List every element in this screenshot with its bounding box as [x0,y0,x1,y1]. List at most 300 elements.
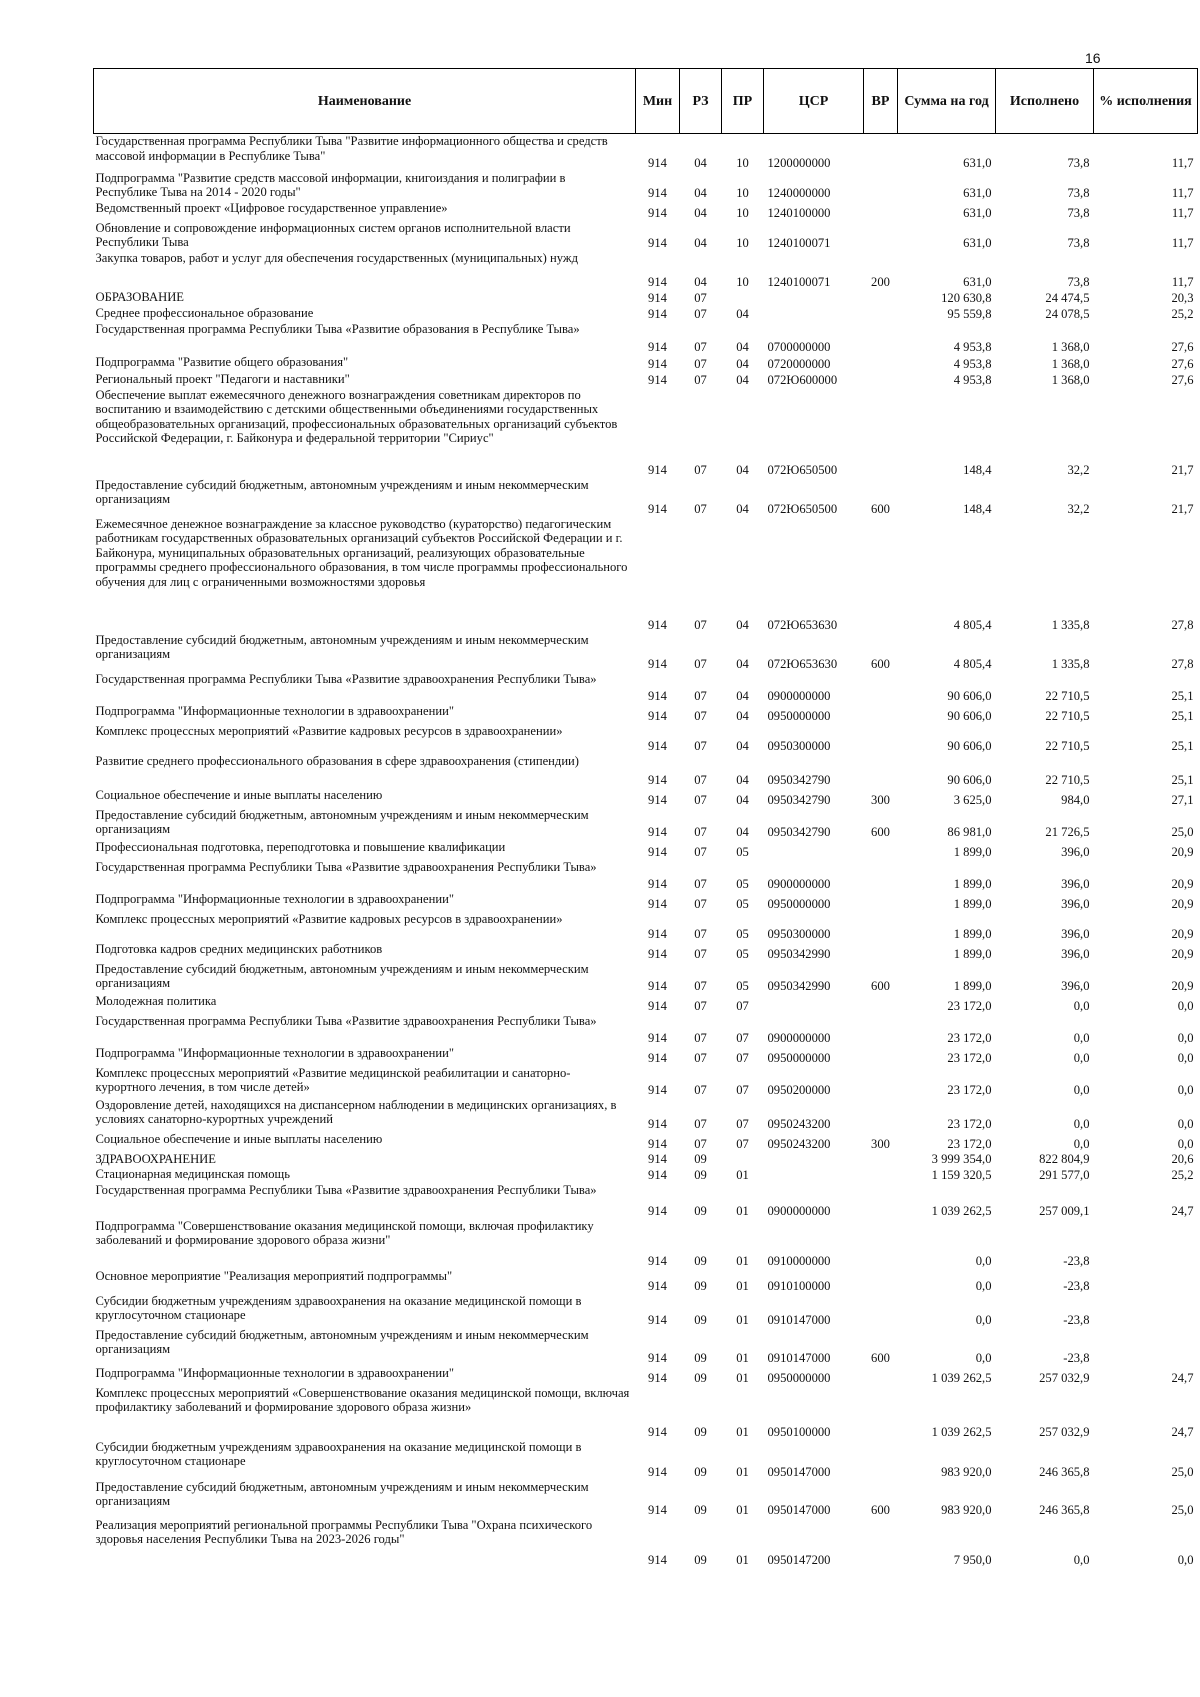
cell-name: Среднее профессиональное образование [95,305,314,320]
cell-csr: 0900000000 [767,1031,831,1045]
cell-name: ОБРАЗОВАНИЕ [95,289,184,304]
cell-rz: 07 [694,1137,707,1151]
cell-csr [764,1167,864,1183]
cell-done: 396,0 [1061,979,1090,993]
cell-vr [864,1440,898,1480]
table-row [94,1518,1198,1568]
cell-name: Комплекс процессных мероприятий «Развитие кадровых ресурсов в здравоохранении» [95,911,563,926]
cell-min: 914 [648,502,667,516]
cell-done: 32,2 [1067,502,1090,516]
cell-min: 914 [648,709,667,723]
cell-name: Комплекс процессных мероприятий «Совершенствование оказания медицинской помощи, включая профилактику заболеваний и формирование здорового образа жизни» [95,1385,630,1414]
cell-csr: 0950243200 [767,1117,831,1131]
cell-min: 914 [648,1313,667,1327]
cell-min: 914 [648,897,667,911]
cell-sum: 631,0 [963,206,992,220]
cell-vr [864,201,898,221]
cell-sum: 631,0 [963,186,992,200]
cell-pct: 27,6 [1171,373,1194,387]
cell-csr: 072Ю600000 [767,373,838,387]
cell-vr [864,306,898,322]
cell-pr: 01 [736,1371,749,1385]
cell-name: Закупка товаров, работ и услуг для обеспечения государственных (муниципальных) нужд [95,250,578,265]
cell-done: 24 078,5 [1045,307,1090,321]
cell-pct: 21,7 [1171,463,1194,477]
cell-pr: 07 [736,1083,749,1097]
cell-vr [864,1152,898,1167]
cell-pct: 20,9 [1171,845,1194,859]
cell-min: 914 [648,1168,667,1182]
cell-sum: 1 159 320,5 [931,1168,992,1182]
cell-vr [864,1366,898,1386]
cell-pr: 10 [736,236,749,250]
table-row [94,942,1198,962]
cell-csr [764,840,864,860]
table-row [94,355,1198,372]
cell-done: 32,2 [1067,463,1090,477]
cell-sum: 4 805,4 [953,657,992,671]
cell-rz: 07 [694,825,707,839]
cell-name: Предоставление субсидий бюджетным, автономным учреждениям и иным некоммерческим организациям [95,632,589,661]
cell-pct: 27,8 [1171,657,1194,671]
cell-pct: 27,8 [1171,618,1194,632]
cell-done: 984,0 [1061,793,1090,807]
cell-name: Обновление и сопровождение информационных систем органов исполнительной власти Республики Тыва [95,220,571,249]
cell-vr [864,134,898,171]
cell-rz: 07 [694,793,707,807]
cell-sum: 90 606,0 [947,689,992,703]
cell-sum: 23 172,0 [947,1083,992,1097]
page-number: 16 [1085,50,1101,66]
table-row [94,962,1198,994]
cell-pct: 20,9 [1171,927,1194,941]
table-row [94,1440,1198,1480]
cell-vr [864,754,898,788]
cell-done: 396,0 [1061,947,1090,961]
cell-pct: 11,7 [1171,156,1194,170]
cell-rz: 07 [694,307,707,321]
cell-csr: 0950300000 [767,927,831,941]
cell-pr [722,1152,764,1167]
table-row [94,1328,1198,1366]
cell-min: 914 [648,340,667,354]
table-row [94,1294,1198,1328]
cell-pct: 21,7 [1171,502,1194,516]
cell-vr [864,1098,898,1132]
cell-pct: 24,7 [1171,1425,1194,1439]
cell-vr [864,1518,898,1568]
cell-name: Государственная программа Республики Тыва «Развитие здравоохранения Республики Тыва» [95,1182,597,1197]
cell-name: Социальное обеспечение и иные выплаты населению [95,1131,383,1146]
cell-sum: 23 172,0 [947,1137,992,1151]
cell-vr: 200 [871,275,890,289]
cell-done: 22 710,5 [1045,689,1090,703]
cell-vr [864,517,898,633]
cell-sum: 0,0 [975,1254,992,1268]
cell-sum: 983 920,0 [941,1465,992,1479]
cell-pr: 04 [736,340,749,354]
cell-csr: 0950243200 [767,1137,831,1151]
cell-vr [864,1294,898,1328]
cell-pr: 01 [736,1254,749,1268]
cell-sum: 1 039 262,5 [931,1371,992,1385]
table-row [94,517,1198,633]
table-row [94,306,1198,322]
cell-csr: 0950000000 [767,1051,831,1065]
cell-csr: 0950342790 [767,793,831,807]
cell-vr [864,372,898,388]
cell-pr: 01 [736,1553,749,1567]
cell-csr: 0950147200 [767,1553,831,1567]
cell-csr: 0900000000 [767,1204,831,1218]
table-row [94,1046,1198,1066]
table-row [94,994,1198,1014]
cell-done: 22 710,5 [1045,773,1090,787]
cell-done: 246 365,8 [1039,1503,1090,1517]
cell-name: Предоставление субсидий бюджетным, автономным учреждениям и иным некоммерческим организациям [95,961,589,990]
cell-vr [864,892,898,912]
cell-done: 1 368,0 [1051,357,1090,371]
table-row [94,134,1198,171]
cell-rz: 07 [694,463,707,477]
cell-vr [864,1066,898,1098]
cell-vr [864,171,898,201]
cell-pr: 04 [736,739,749,753]
cell-name: Основное мероприятие "Реализация мероприятий подпрограммы" [95,1268,453,1283]
cell-pct: 0,0 [1177,1083,1194,1097]
cell-vr [864,1046,898,1066]
cell-rz: 07 [694,897,707,911]
cell-vr: 600 [871,1503,890,1517]
table-row [94,1066,1198,1098]
cell-min: 914 [648,1465,667,1479]
cell-sum: 120 630,8 [941,291,992,305]
cell-vr [864,840,898,860]
cell-name: Подпрограмма "Информационные технологии в здравоохранении" [95,1045,454,1060]
cell-done: 0,0 [1073,999,1090,1013]
cell-min: 914 [648,927,667,941]
cell-pr: 01 [736,1168,749,1182]
cell-done: 822 804,9 [1039,1152,1090,1166]
cell-min: 914 [648,206,667,220]
cell-done: 73,8 [1067,206,1090,220]
header-vr: ВР [864,69,898,134]
cell-vr [864,355,898,372]
cell-name: Социальное обеспечение и иные выплаты населению [95,787,383,802]
cell-done: 21 726,5 [1045,825,1090,839]
cell-pr: 05 [736,927,749,941]
cell-pct: 0,0 [1177,999,1194,1013]
cell-min: 914 [648,657,667,671]
table-row [94,912,1198,942]
cell-csr: 0950342990 [767,947,831,961]
table-row [94,1366,1198,1386]
cell-pr: 07 [736,1031,749,1045]
cell-vr: 600 [871,825,890,839]
cell-vr [864,290,898,306]
cell-name: Подпрограмма "Развитие общего образования" [95,354,349,369]
cell-csr: 0900000000 [767,689,831,703]
table-body [94,134,1198,1568]
cell-min: 914 [648,1051,667,1065]
cell-min: 914 [648,1117,667,1131]
cell-done: 73,8 [1067,275,1090,289]
cell-rz: 07 [694,947,707,961]
cell-csr: 0950342790 [767,773,831,787]
cell-min: 914 [648,1425,667,1439]
cell-min: 914 [648,1503,667,1517]
cell-pr: 04 [736,657,749,671]
cell-pr: 04 [736,373,749,387]
cell-pr: 04 [736,463,749,477]
cell-pct [1094,1269,1198,1294]
cell-min: 914 [648,291,667,305]
cell-name: Подпрограмма "Развитие средств массовой информации, книгоиздания и полиграфии в Республике Тыва на 2014 - 2020 годы" [95,170,566,199]
cell-rz: 09 [694,1313,707,1327]
header-min: Мин [636,69,680,134]
table-row [94,171,1198,201]
cell-csr: 1200000000 [767,156,831,170]
cell-vr: 600 [871,657,890,671]
cell-csr: 0950342990 [767,979,831,993]
table-row [94,1167,1198,1183]
cell-rz: 07 [694,1117,707,1131]
cell-min: 914 [648,1279,667,1293]
cell-pct: 20,9 [1171,897,1194,911]
cell-done: 396,0 [1061,877,1090,891]
cell-sum: 631,0 [963,275,992,289]
table-row [94,724,1198,754]
cell-pr: 04 [736,825,749,839]
cell-pct: 25,2 [1171,307,1194,321]
cell-min: 914 [648,1351,667,1365]
cell-pct: 24,7 [1171,1371,1194,1385]
cell-rz: 07 [694,657,707,671]
cell-min: 914 [648,156,667,170]
cell-rz: 07 [694,709,707,723]
cell-pr: 05 [736,947,749,961]
cell-csr: 0700000000 [767,340,831,354]
cell-csr: 0910147000 [767,1351,831,1365]
cell-sum: 1 899,0 [953,979,992,993]
cell-done: 0,0 [1073,1117,1090,1131]
cell-pct [1094,1294,1198,1328]
cell-pr: 04 [736,357,749,371]
cell-sum: 1 899,0 [953,947,992,961]
header-sum: Сумма на год [898,69,996,134]
cell-vr [864,724,898,754]
cell-min: 914 [648,825,667,839]
cell-pct: 25,2 [1171,1168,1194,1182]
cell-min: 914 [648,1254,667,1268]
cell-csr: 0900000000 [767,877,831,891]
cell-rz: 09 [694,1425,707,1439]
table-row [94,892,1198,912]
cell-pr: 10 [736,206,749,220]
table-row [94,788,1198,808]
table-row [94,1014,1198,1046]
cell-done: 257 032,9 [1039,1371,1090,1385]
cell-rz: 07 [694,357,707,371]
cell-min: 914 [648,877,667,891]
cell-done: -23,8 [1063,1351,1090,1365]
table-row [94,860,1198,892]
cell-rz: 07 [694,979,707,993]
cell-pr: 01 [736,1204,749,1218]
cell-done: -23,8 [1063,1254,1090,1268]
cell-pct: 27,1 [1171,793,1194,807]
cell-done: 1 368,0 [1051,340,1090,354]
cell-sum: 0,0 [975,1351,992,1365]
cell-csr [764,1152,864,1167]
cell-pr: 01 [736,1465,749,1479]
cell-pr: 04 [736,793,749,807]
table-row [94,1386,1198,1440]
cell-csr: 0950200000 [767,1083,831,1097]
cell-name: Субсидии бюджетным учреждениям здравоохранения на оказание медицинской помощи в круглосуточном стационаре [95,1439,582,1468]
cell-pct: 0,0 [1177,1051,1194,1065]
cell-vr: 600 [871,979,890,993]
table-row [94,840,1198,860]
cell-rz: 09 [694,1465,707,1479]
cell-sum: 95 559,8 [947,307,992,321]
cell-pr: 04 [736,773,749,787]
cell-sum: 148,4 [963,502,992,516]
cell-name: Субсидии бюджетным учреждениям здравоохранения на оказание медицинской помощи в круглосуточном стационаре [95,1293,582,1322]
cell-vr: 300 [871,1137,890,1151]
cell-rz: 07 [694,502,707,516]
cell-pct: 20,3 [1171,291,1194,305]
cell-done: 291 577,0 [1039,1168,1090,1182]
cell-min: 914 [648,618,667,632]
cell-pr: 01 [736,1425,749,1439]
cell-pct: 11,7 [1171,275,1194,289]
cell-rz: 09 [694,1204,707,1218]
budget-table [93,68,1198,1568]
cell-rz: 04 [694,236,707,250]
cell-name: Предоставление субсидий бюджетным, автономным учреждениям и иным некоммерческим организациям [95,807,589,836]
cell-done: 0,0 [1073,1051,1090,1065]
cell-name: Оздоровление детей, находящихся на диспансерном наблюдении в медицинских организациях, в условиях санаторно-курортных учреждений [95,1097,617,1126]
cell-pr: 04 [736,618,749,632]
cell-vr [864,388,898,478]
cell-pct: 25,0 [1171,1465,1194,1479]
cell-rz: 09 [694,1503,707,1517]
cell-name: Подпрограмма "Информационные технологии в здравоохранении" [95,703,454,718]
header-rz: РЗ [680,69,722,134]
cell-name: Государственная программа Республики Тыва «Развитие образования в Республике Тыва» [95,321,580,336]
cell-pr: 05 [736,845,749,859]
cell-name: Ежемесячное денежное вознаграждение за классное руководство (кураторство) педагогическим работникам государственных образовательных организаций субъектов Российской Федерации и г. Байконура, муниципальных образовательных организаций, реализующих образовательные программы среднего профессионального образования, в том числе программы профессионального обучения для лиц с ограниченными возможностями здоровья [95,516,628,589]
cell-name: Государственная программа Республики Тыва «Развитие здравоохранения Республики Тыва» [95,1013,597,1028]
cell-done: 24 474,5 [1045,291,1090,305]
cell-csr: 0910000000 [767,1254,831,1268]
budget-table-container [93,68,1197,1568]
cell-vr: 300 [871,793,890,807]
cell-rz: 07 [694,618,707,632]
cell-pct: 0,0 [1177,1553,1194,1567]
cell-csr: 072Ю650500 [767,463,838,477]
table-header [94,69,1198,134]
cell-csr: 0910147000 [767,1313,831,1327]
cell-csr: 0950147000 [767,1465,831,1479]
cell-vr [864,1386,898,1440]
cell-csr: 0950000000 [767,1371,831,1385]
cell-csr: 0950100000 [767,1425,831,1439]
cell-done: 1 368,0 [1051,373,1090,387]
cell-rz: 07 [694,1051,707,1065]
cell-min: 914 [648,1553,667,1567]
cell-sum: 1 039 262,5 [931,1204,992,1218]
table-row [94,372,1198,388]
table-row [94,221,1198,251]
cell-pr: 10 [736,156,749,170]
cell-rz: 07 [694,999,707,1013]
header-pr: ПР [722,69,764,134]
cell-sum: 3 999 354,0 [931,1152,992,1166]
cell-rz: 04 [694,275,707,289]
cell-csr: 0720000000 [767,357,831,371]
cell-rz: 04 [694,206,707,220]
cell-vr [864,1183,898,1219]
cell-csr: 1240100071 [767,236,831,250]
table-row [94,322,1198,355]
cell-pr: 01 [736,1503,749,1517]
cell-vr: 600 [871,502,890,516]
cell-rz: 07 [694,773,707,787]
cell-min: 914 [648,463,667,477]
cell-pct: 20,9 [1171,877,1194,891]
cell-sum: 1 899,0 [953,877,992,891]
cell-pct: 0,0 [1177,1117,1194,1131]
cell-pr: 01 [736,1313,749,1327]
cell-min: 914 [648,1204,667,1218]
table-row [94,754,1198,788]
cell-name: Профессиональная подготовка, переподготовка и повышение квалификации [95,839,506,854]
table-row [94,633,1198,672]
cell-vr [864,942,898,962]
cell-done: 257 032,9 [1039,1425,1090,1439]
cell-csr: 072Ю653630 [767,618,838,632]
cell-pr: 01 [736,1351,749,1365]
cell-done: 0,0 [1073,1137,1090,1151]
cell-pr: 04 [736,307,749,321]
cell-rz: 07 [694,927,707,941]
cell-rz: 09 [694,1371,707,1385]
cell-name: Предоставление субсидий бюджетным, автономным учреждениям и иным некоммерческим организациям [95,477,589,506]
table-row [94,251,1198,290]
cell-pr: 04 [736,502,749,516]
table-row [94,388,1198,478]
cell-min: 914 [648,1083,667,1097]
table-row [94,1132,1198,1152]
cell-vr [864,860,898,892]
header-pct: % исполнения [1094,69,1198,134]
cell-name: Молодежная политика [95,993,217,1008]
cell-vr [864,1269,898,1294]
cell-name: Подпрограмма "Информационные технологии в здравоохранении" [95,1365,454,1380]
cell-done: 0,0 [1073,1083,1090,1097]
cell-rz: 07 [694,877,707,891]
cell-rz: 07 [694,689,707,703]
cell-csr [764,290,864,306]
cell-name: Государственная программа Республики Тыва «Развитие здравоохранения Республики Тыва» [95,671,597,686]
cell-csr: 0950000000 [767,709,831,723]
cell-pr: 05 [736,877,749,891]
cell-pr: 04 [736,689,749,703]
cell-csr: 0950147000 [767,1503,831,1517]
cell-done: 22 710,5 [1045,709,1090,723]
